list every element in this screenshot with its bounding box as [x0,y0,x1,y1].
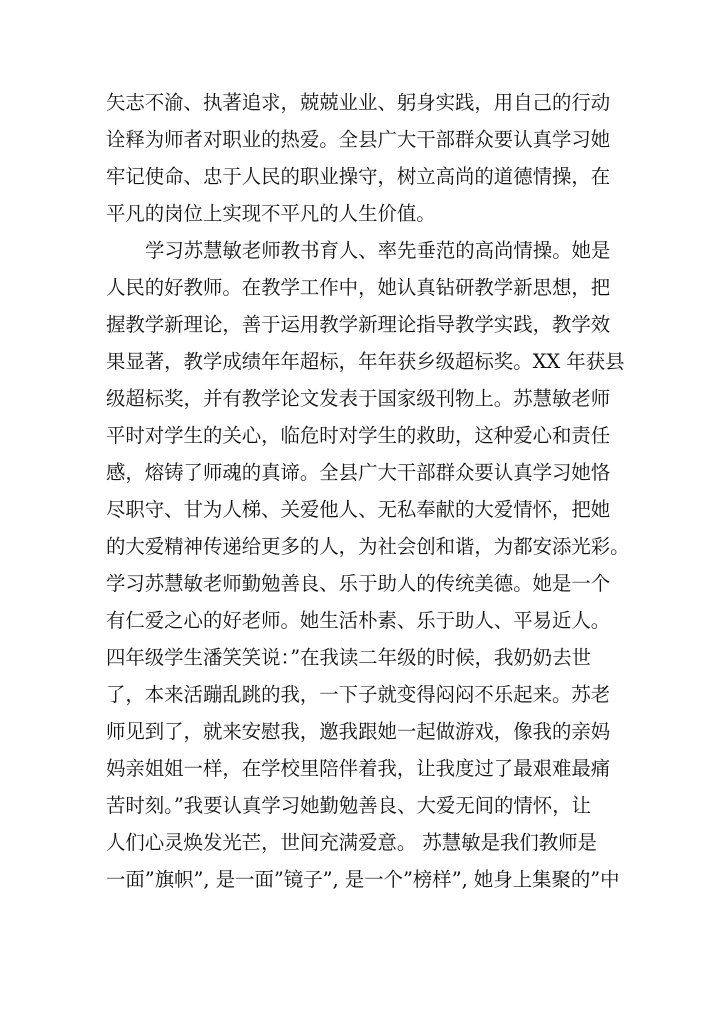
text-line: 平时对学生的关心，临危时对学生的救助，这种爱心和责任 [106,424,611,447]
text-line: 四年级学生潘笑笑说：”在我读二年级的时候，我奶奶去世 [106,646,591,669]
text-line: 妈亲姐姐一样，在学校里陪伴着我，让我度过了最艰难最痛 [106,757,611,780]
text-line: 尽职守、甘为人梯、关爱他人、无私奉献的大爱情怀，把她 [106,498,611,521]
text-line: 人民的好教师。在教学工作中，她认真钻研教学新思想，把 [106,276,611,299]
text-line: 学习苏慧敏老师勤勉善良、乐于助人的传统美德。她是一个 [106,572,611,595]
text-line: 有仁爱之心的好老师。她生活朴素、乐于助人、平易近人。 [106,609,611,632]
body-text [106,84,630,898]
text-line: 了，本来活蹦乱跳的我，一下子就变得闷闷不乐起来。苏老 [106,683,611,706]
text-line: 握教学新理论，善于运用教学新理论指导教学实践，教学效 [106,313,611,336]
text-line: 的大爱精神传递给更多的人，为社会创和谐，为都安添光彩。 [106,535,630,558]
text-line: 感，熔铸了师魂的真谛。全县广大干部群众要认真学习她恪 [106,461,611,484]
text-line: 牢记使命、忠于人民的职业操守，树立高尚的道德情操，在 [106,165,611,188]
text-line: 苦时刻。”我要认真学习她勤勉善良、大爱无间的情怀，让 [106,794,591,817]
text-line: 平凡的岗位上实现不平凡的人生价值。 [106,202,436,225]
text-line: 诠释为师者对职业的热爱。全县广大干部群众要认真学习她 [106,128,611,151]
text-line: 果显著，教学成绩年年超标，年年获乡级超标奖。XX 年获县 [106,350,625,373]
text-line: 人们心灵焕发光芒，世间充满爱意。 苏慧敏是我们教师是 [106,831,597,854]
text-line: 师见到了，就来安慰我，邀我跟她一起做游戏，像我的亲妈 [106,720,611,743]
text-line: 矢志不渝、执著追求，兢兢业业、躬身实践，用自己的行动 [106,91,611,114]
paragraph-first-line: 学习苏慧敏老师教书育人、率先垂范的高尚情操。她是 [145,239,611,262]
text-line: 一面”旗帜”, 是一面”镜子”, 是一个”榜样”, 她身上集聚的”中 [106,868,620,891]
text-line: 级超标奖，并有教学论文发表于国家级刊物上。苏慧敏老师 [106,387,611,410]
